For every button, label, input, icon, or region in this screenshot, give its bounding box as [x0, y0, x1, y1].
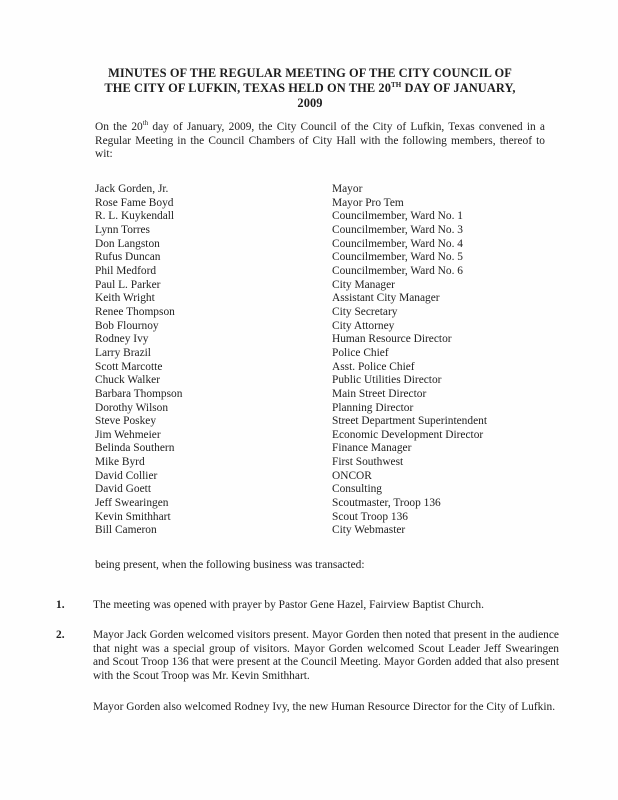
attendee-row [95, 442, 555, 456]
attendee-role: First Southwest [332, 456, 404, 469]
attendee-row [95, 402, 555, 416]
attendee-row [95, 210, 555, 224]
intro-text-tail: day of January, 2009, the City Council of the City of Lufkin, Texas convened in a Regular Meeting in the Council Chambers of City Hall with the following members, thereof to wit: [95, 121, 545, 160]
attendee-name: Rodney Ivy [95, 333, 149, 346]
attendee-role: Main Street Director [332, 387, 427, 400]
attendee-name: Bob Flournoy [95, 319, 159, 332]
attendee-name: Jack Gorden, Jr. [95, 183, 169, 195]
attendee-name: Chuck Walker [95, 374, 160, 387]
attendee-role: Councilmember, Ward No. 1 [332, 210, 463, 223]
attendee-role: Councilmember, Ward No. 5 [332, 251, 463, 264]
attendee-row [95, 197, 555, 211]
attendee-row [95, 333, 555, 347]
attendee-role: Councilmember, Ward No. 4 [332, 237, 463, 250]
item-paragraph: Mayor Jack Gorden welcomed visitors present. Mayor Gorden then noted that present in the audience that night was a special group of visitors. Mayor Gorden welcomed Scout Leader Jeff Swearingen and Scout Troop 136 that were present at the Council Meeting. Mayor Gorden added that also present with the Scout Troop was Mr. Kevin Smithhart. [93, 629, 559, 682]
intro-superscript: th [142, 119, 149, 128]
attendee-row [95, 497, 555, 511]
attendee-name: Bill Cameron [95, 524, 157, 537]
attendee-name: Belinda Southern [95, 442, 175, 455]
attendee-name: Jim Wehmeier [95, 428, 161, 441]
business-items [56, 599, 559, 715]
attendee-row [95, 415, 555, 429]
attendee-name: David Goett [95, 483, 151, 496]
attendee-name: Rose Fame Boyd [95, 196, 174, 209]
item-number: 1. [56, 599, 65, 611]
attendee-name: Jeff Swearingen [95, 497, 169, 510]
attendee-row [95, 429, 555, 443]
attendee-name: Dorothy Wilson [95, 401, 169, 414]
attendee-role: Scoutmaster, Troop 136 [332, 497, 441, 510]
attendee-role: Mayor [332, 183, 363, 195]
attendee-name: Keith Wright [95, 292, 155, 305]
attendee-row [95, 374, 555, 388]
attendee-role: Street Department Superintendent [332, 415, 487, 428]
attendee-name: Don Langston [95, 237, 160, 250]
attendee-role: Scout Troop 136 [332, 510, 408, 523]
attendee-name: Rufus Duncan [95, 251, 161, 264]
attendee-row [95, 183, 555, 197]
attendee-row [95, 265, 555, 279]
attendee-row [95, 292, 555, 306]
attendee-name: Lynn Torres [95, 223, 150, 236]
attendee-role: Public Utilities Director [332, 374, 442, 387]
attendee-role: Mayor Pro Tem [332, 196, 404, 209]
attendee-list [95, 183, 555, 538]
title-superscript: TH [391, 80, 402, 89]
attendee-row [95, 279, 555, 293]
item-paragraph: The meeting was opened with prayer by Pastor Gene Hazel, Fairview Baptist Church. [93, 599, 484, 611]
attendee-name: Barbara Thompson [95, 387, 183, 400]
attendee-role: Finance Manager [332, 442, 412, 455]
business-item [56, 599, 559, 613]
item-body [93, 629, 559, 715]
attendee-row [95, 483, 555, 497]
attendee-role: City Attorney [332, 319, 395, 332]
item-paragraph: Mayor Gorden also welcomed Rodney Ivy, the new Human Resource Director for the City of Lufkin. [93, 701, 556, 713]
attendee-row [95, 388, 555, 402]
attendee-role: Assistant City Manager [332, 292, 440, 305]
document-title [94, 66, 526, 111]
attendee-name: Scott Marcotte [95, 360, 163, 373]
document-title-tail: DAY OF JANUARY, 2009 [297, 81, 516, 110]
attendee-row [95, 347, 555, 361]
present-line: being present, when the following business was transacted: [95, 559, 365, 571]
attendee-name: Larry Brazil [95, 346, 151, 359]
item-body [93, 599, 559, 613]
attendee-row [95, 361, 555, 375]
attendee-role: City Webmaster [332, 524, 406, 537]
attendee-name: Steve Poskey [95, 415, 157, 428]
attendee-name: Paul L. Parker [95, 278, 161, 291]
attendee-name: Kevin Smithhart [95, 510, 171, 523]
attendee-row [95, 524, 555, 538]
attendee-role: City Manager [332, 278, 395, 291]
attendee-role: Human Resource Director [332, 333, 452, 346]
attendee-role: City Secretary [332, 305, 398, 318]
attendee-name: Mike Byrd [95, 456, 145, 469]
attendee-name: David Collier [95, 469, 158, 482]
attendee-row [95, 251, 555, 265]
attendee-row [95, 511, 555, 525]
attendee-row [95, 238, 555, 252]
business-item [56, 629, 559, 715]
attendee-role: Consulting [332, 483, 383, 496]
attendee-row [95, 456, 555, 470]
document-title-text: MINUTES OF THE REGULAR MEETING OF THE CITY COUNCIL OF THE CITY OF LUFKIN, TEXAS HELD ON THE 20 [104, 66, 512, 95]
attendee-role: Asst. Police Chief [332, 360, 415, 373]
attendee-row [95, 320, 555, 334]
intro-text: On the 20 [95, 121, 143, 133]
attendee-row [95, 224, 555, 238]
attendee-role: Planning Director [332, 401, 414, 414]
attendee-role: Councilmember, Ward No. 6 [332, 264, 463, 277]
item-number: 2. [56, 629, 65, 641]
attendee-row [95, 470, 555, 484]
intro-paragraph [95, 121, 545, 162]
attendee-name: Renee Thompson [95, 305, 175, 318]
attendee-name: Phil Medford [95, 264, 157, 277]
attendee-role: Economic Development Director [332, 428, 484, 441]
attendee-name: R. L. Kuykendall [95, 210, 175, 223]
attendee-role: ONCOR [332, 469, 372, 482]
attendee-row [95, 306, 555, 320]
attendee-role: Councilmember, Ward No. 3 [332, 223, 463, 236]
attendee-role: Police Chief [332, 346, 389, 359]
